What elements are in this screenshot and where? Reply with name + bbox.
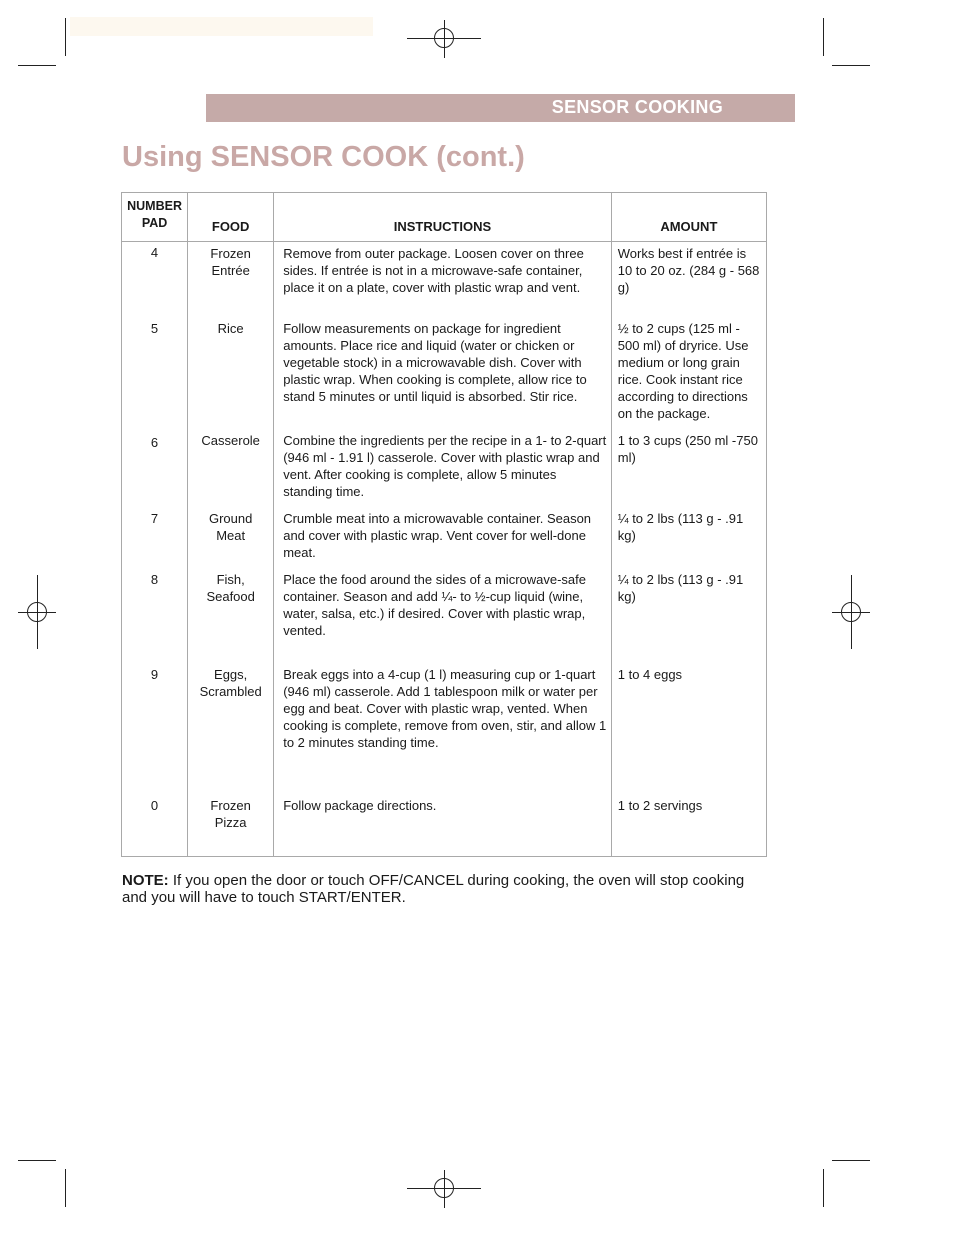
pad-number: 8 xyxy=(122,571,188,666)
section-label: SENSOR COOKING xyxy=(551,97,723,117)
food-name: Rice xyxy=(188,320,274,432)
header-amount: AMOUNT xyxy=(611,193,766,242)
amount-text: 1 to 3 cups (250 ml -750 ml) xyxy=(617,432,758,465)
amount-text: ¼ to 2 lbs (113 g - .91 kg) xyxy=(617,510,744,543)
instructions-text: Follow package directions. xyxy=(274,797,612,857)
table-row xyxy=(122,510,767,571)
instructions-text: Place the food around the sides of a microwave-safe container. Season and add ¼- to ½-cup liquid (wine, water, salsa, etc.) if desired. Cover with plastic wrap, vented. xyxy=(274,571,612,666)
header-number-pad: NUMBER PAD xyxy=(122,193,188,242)
amount-text: ¼ to 2 lbs (113 g - .91 kg) xyxy=(617,571,744,604)
header-food: FOOD xyxy=(188,193,274,242)
table-row xyxy=(122,432,767,510)
food-name: Ground Meat xyxy=(188,510,274,571)
pad-number: 0 xyxy=(122,797,188,857)
amount-text: 1 to 4 eggs xyxy=(617,666,683,682)
amount-text: Works best if entrée is 10 to 20 oz. (284 g - 568 g) xyxy=(617,246,760,295)
instructions-text: Break eggs into a 4-cup (1 l) measuring cup or 1-quart (946 ml) casserole. Add 1 tablespoon milk or water per egg and beat. Cover with plastic wrap, vented. When cooking is complete, remove from oven, stir, and allow 1 to 2 minutes standing time. xyxy=(274,666,612,797)
food-name: Frozen Entrée xyxy=(188,242,274,320)
instructions-text: Combine the ingredients per the recipe in a 1- to 2-quart (946 ml - 1.91 l) casserole. Cover with plastic wrap and vent. After cooking is complete, allow 5 minutes standing time. xyxy=(274,432,612,510)
food-name: Frozen Pizza xyxy=(188,797,274,857)
page-title: Using SENSOR COOK (cont.) xyxy=(122,141,525,173)
note-text: If you open the door or touch OFF/CANCEL during cooking, the oven will stop cooking and you will have to touch START/ENTER. xyxy=(122,872,745,906)
pad-number: 7 xyxy=(122,510,188,571)
instructions-text: Follow measurements on package for ingredient amounts. Place rice and liquid (water or chicken or vegetable stock) in a microwavable dish. Cover with plastic wrap. When cooking is complete, allow rice to stand 5 minutes or until liquid is absorbed. Stir rice. xyxy=(274,320,612,432)
instructions-text: Remove from outer package. Loosen cover on three sides. If entrée is not in a microwave-safe container, place it on a plate, cover with plastic wrap and vent. xyxy=(274,242,612,320)
table-row xyxy=(122,797,767,857)
amount-text: ½ to 2 cups (125 ml - 500 ml) of dryrice. Use medium or long grain rice. Cook instant rice according to directions on the package. xyxy=(617,320,749,421)
table-header-row xyxy=(122,193,767,242)
table-row xyxy=(122,571,767,666)
note-label: NOTE: xyxy=(122,872,169,889)
sensor-cook-table xyxy=(121,192,767,857)
food-name: Eggs, Scrambled xyxy=(188,666,274,797)
table-row xyxy=(122,320,767,432)
pad-number: 4 xyxy=(122,242,188,320)
header-instructions: INSTRUCTIONS xyxy=(274,193,612,242)
table-row xyxy=(122,666,767,797)
pad-number: 9 xyxy=(122,666,188,797)
note-paragraph xyxy=(122,872,762,906)
pad-number: 6 xyxy=(122,432,188,510)
color-strip xyxy=(70,17,373,36)
amount-text: 1 to 2 servings xyxy=(617,797,703,813)
section-header-band xyxy=(206,94,795,122)
pad-number: 5 xyxy=(122,320,188,432)
food-name: Fish, Seafood xyxy=(188,571,274,666)
table-row xyxy=(122,242,767,320)
instructions-text: Crumble meat into a microwavable container. Season and cover with plastic wrap. Vent cover for well-done meat. xyxy=(274,510,612,571)
food-name: Casserole xyxy=(188,432,274,510)
